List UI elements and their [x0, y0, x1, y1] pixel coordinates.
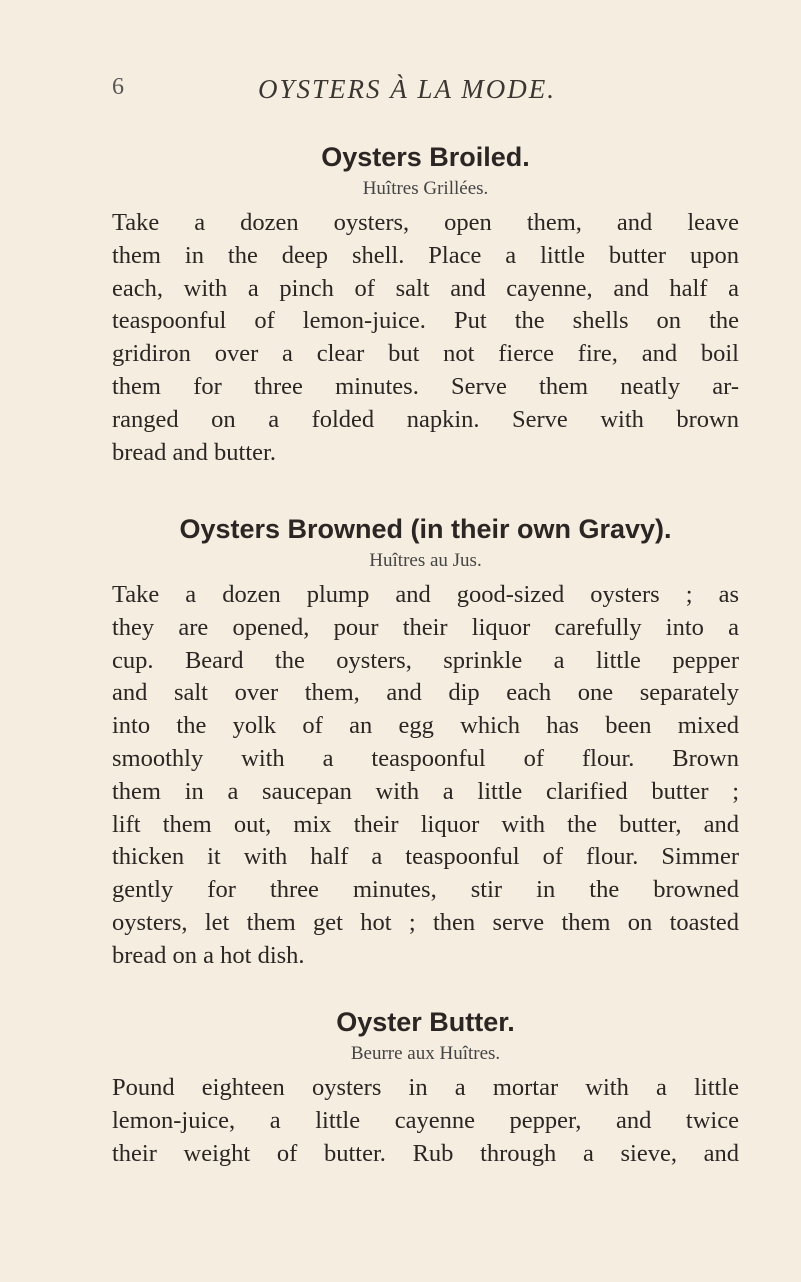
text-line: thicken it with half a teaspoonful of flour. Simmer [112, 843, 739, 871]
text-line: Take a dozen oysters, open them, and leave [112, 209, 739, 236]
running-head [0, 74, 801, 114]
text-line: them for three minutes. Serve them neatly ar- [112, 372, 739, 400]
text-line: them in a saucepan with a little clarified butter ; [112, 777, 739, 805]
text-line: bread and butter. [112, 438, 276, 466]
recipe-oysters-broiled [112, 141, 739, 469]
text-line: Take a dozen plump and good-sized oysters ; as [112, 581, 739, 608]
text-line: ranged on a folded napkin. Serve with brown [112, 405, 739, 433]
recipe-oysters-browned [112, 513, 739, 973]
recipe-title: Oysters Browned (in their own Gravy). [179, 514, 672, 544]
text-line: bread on a hot dish. [112, 941, 305, 969]
text-line: their weight of butter. Rub through a sieve, and [112, 1139, 739, 1167]
text-line: them in the deep shell. Place a little butter upon [112, 241, 739, 269]
text-line: cup. Beard the oysters, sprinkle a little pepper [112, 646, 739, 674]
text-line: oysters, let them get hot ; then serve them on toasted [112, 908, 739, 936]
recipe-body [112, 579, 739, 973]
recipe-body [112, 207, 739, 469]
text-line: into the yolk of an egg which has been mixed [112, 712, 739, 740]
recipe-subtitle: Huîtres au Jus. [369, 550, 482, 571]
recipe-subtitle: Beurre aux Huîtres. [350, 1043, 501, 1064]
page-number: 6 [112, 74, 124, 100]
text-line: smoothly with a teaspoonful of flour. Brown [112, 744, 739, 772]
text-line: gently for three minutes, stir in the browned [112, 876, 739, 904]
text-line: lemon-juice, a little cayenne pepper, and twice [112, 1106, 739, 1134]
text-line: Pound eighteen oysters in a mortar with a little [112, 1074, 739, 1101]
text-line: and salt over them, and dip each one separately [112, 679, 739, 707]
recipe-title: Oyster Butter. [336, 1007, 515, 1037]
text-line: gridiron over a clear but not fierce fire, and boil [112, 340, 739, 368]
text-line: each, with a pinch of salt and cayenne, and half a [112, 274, 739, 302]
text-line: teaspoonful of lemon-juice. Put the shells on the [112, 307, 739, 335]
recipe-oyster-butter [112, 1006, 739, 1170]
recipe-subtitle: Huîtres Grillées. [362, 178, 489, 199]
recipe-body [112, 1072, 739, 1170]
text-line: lift them out, mix their liquor with the butter, and [112, 810, 739, 838]
text-line: they are opened, pour their liquor carefully into a [112, 613, 739, 641]
recipe-title: Oysters Broiled. [321, 142, 530, 172]
running-title: OYSTERS À LA MODE. [258, 74, 557, 104]
